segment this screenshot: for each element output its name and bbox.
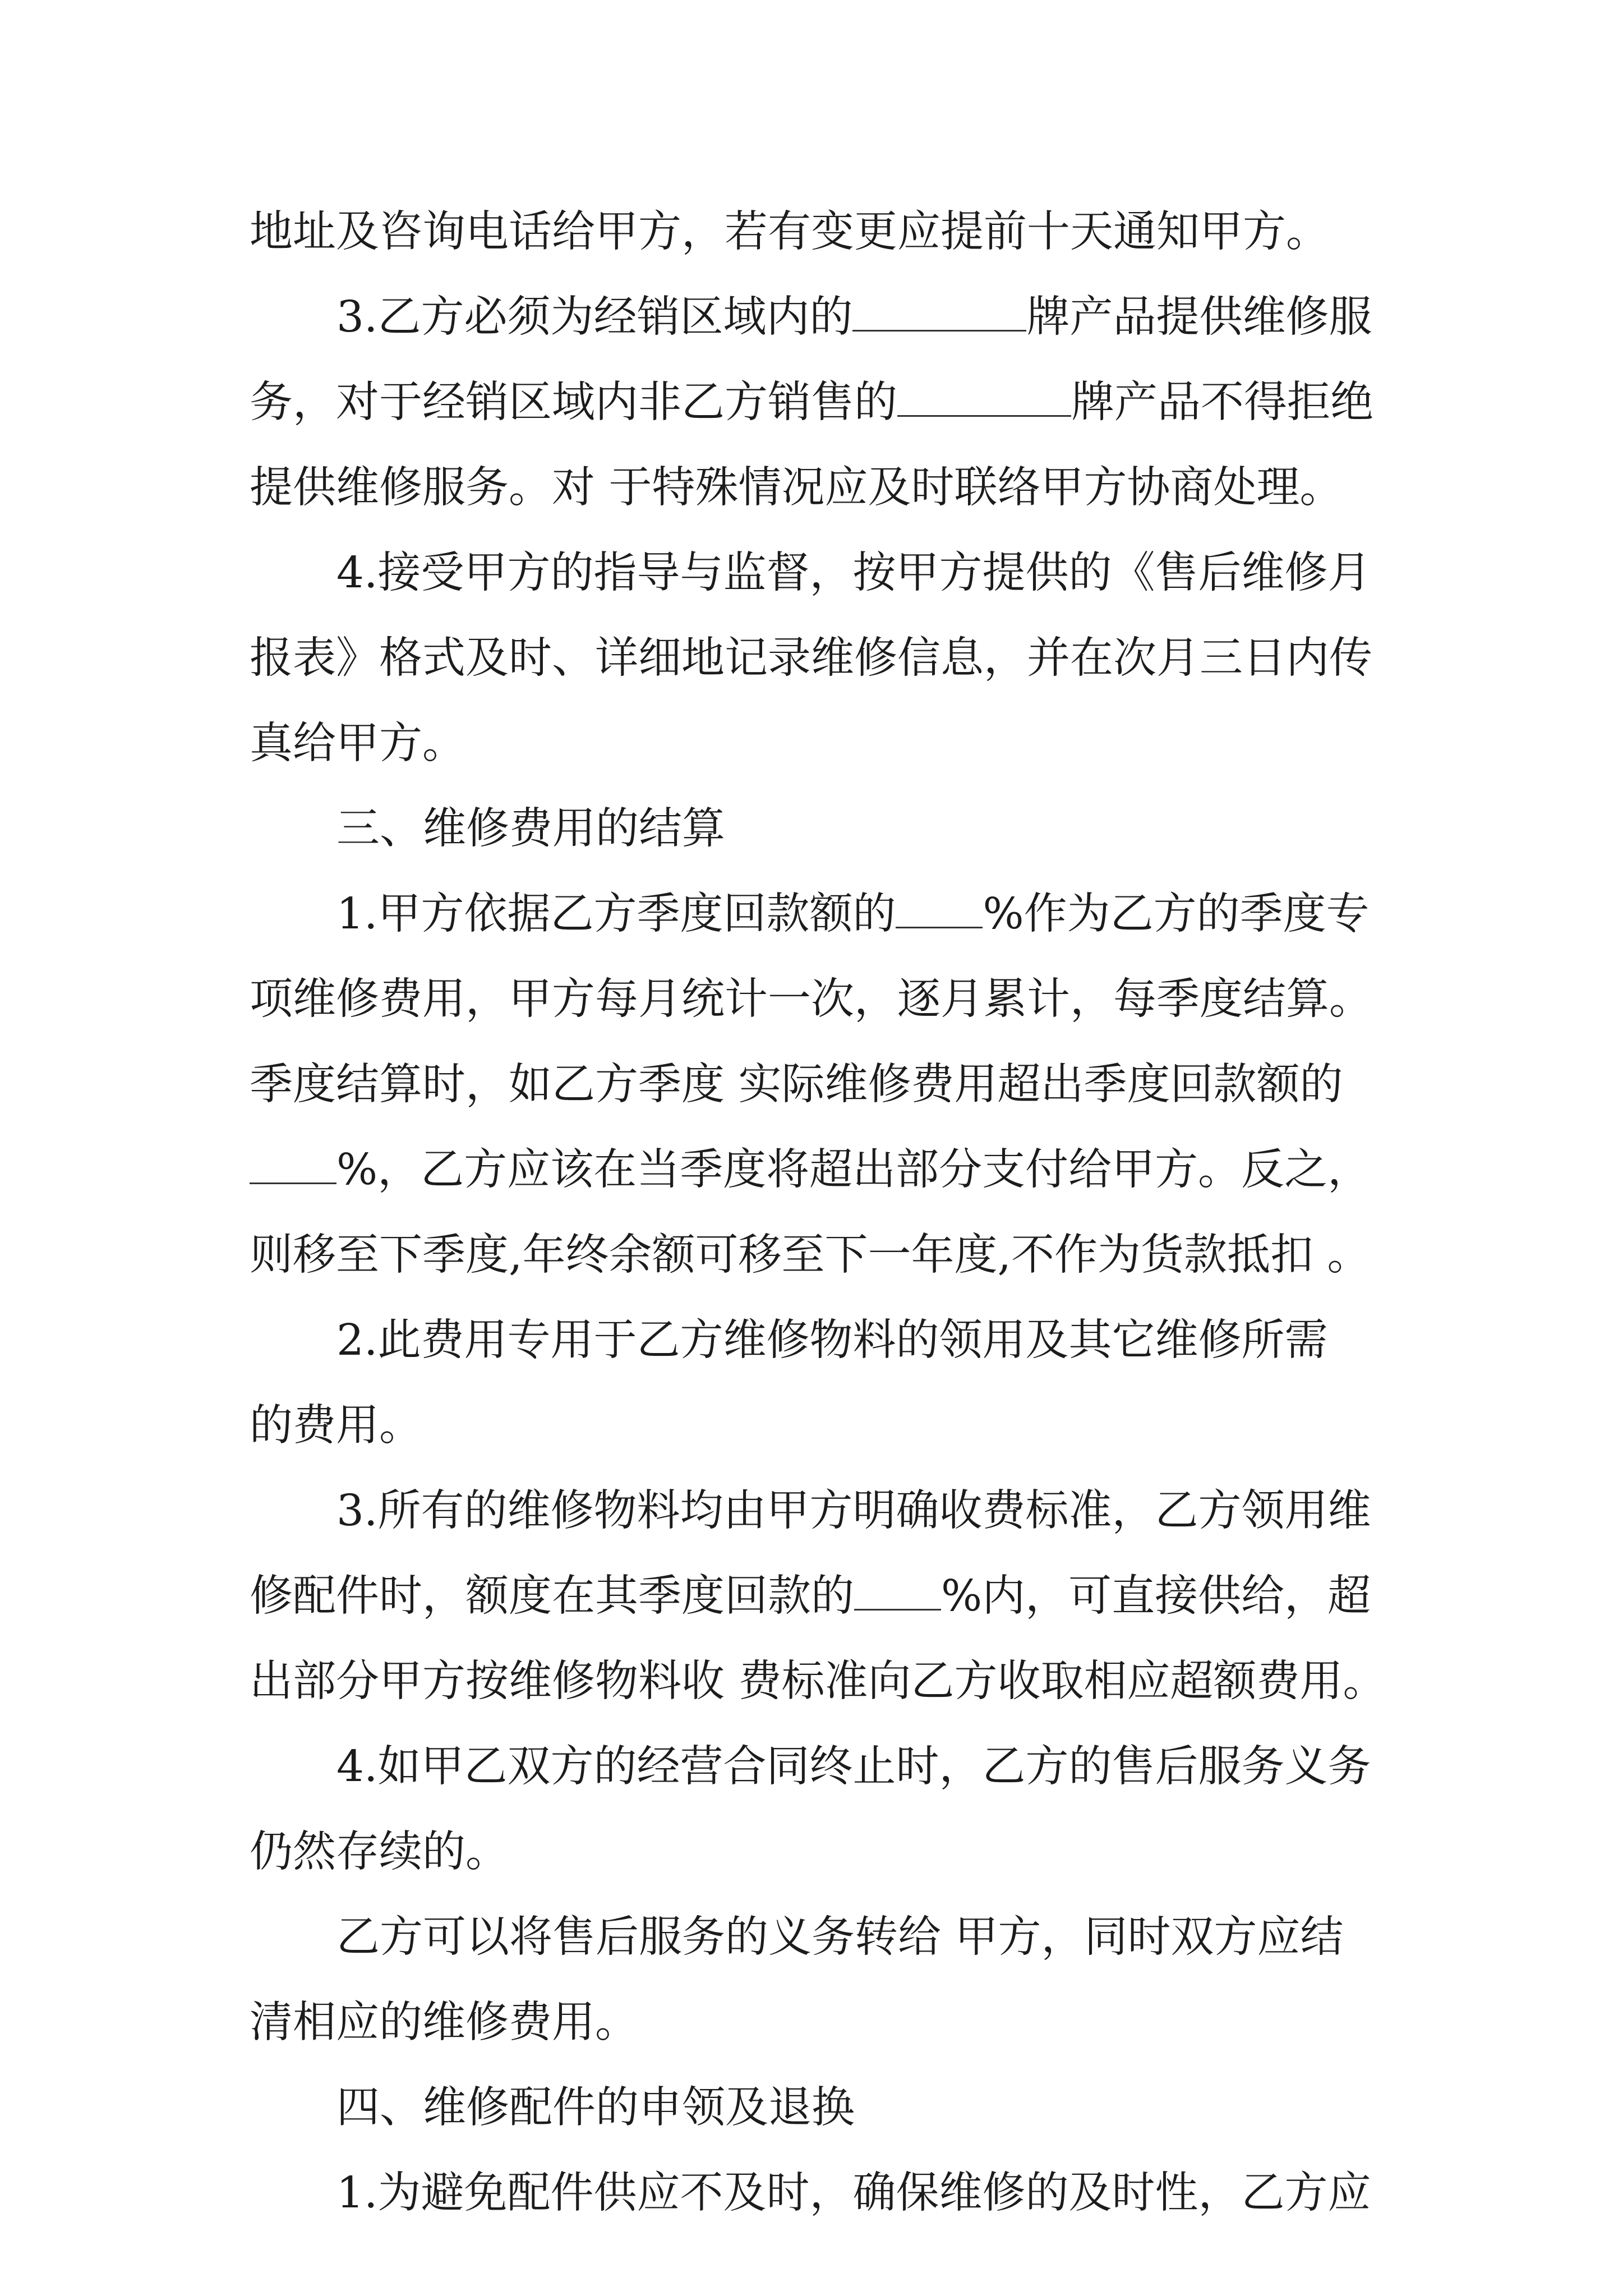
text-line: 项维修费用，甲方每月统计一次，逐月累计，每季度结算。 xyxy=(250,974,1372,1024)
text-line: 乙方可以将售后服务的义务转给 甲方，同时双方应结 xyxy=(336,1912,1344,1962)
fill-in-blank xyxy=(854,1568,941,1611)
text-line: 4.如甲乙双方的经营合同终止时，乙方的售后服务义务 xyxy=(336,1742,1371,1792)
text-line: 2.此费用专用于乙方维修物料的领用及其它维修所需 xyxy=(336,1315,1328,1365)
text-line: 季度结算时，如乙方季度 实际维修费用超出季度回款额的 xyxy=(250,1060,1343,1110)
text-line: 仍然存续的。 xyxy=(250,1827,509,1877)
text-line: 提供维修服务。对 于特殊情况应及时联络甲方协商处理。 xyxy=(250,463,1343,513)
section-heading: 三、维修费用的结算 xyxy=(336,804,725,854)
text-line: 出部分甲方按维修物料收 费标准向乙方收取相应超额费用。 xyxy=(250,1657,1386,1706)
text-line: %，乙方应该在当季度将超出部分支付给甲方。反之， xyxy=(250,1131,1371,1209)
text-line: 1.甲方依据乙方季度回款额的 %作为乙方的季度专 xyxy=(336,875,1370,954)
text-line: 务，对于经销区域内非乙方销售的 牌产品不得拒绝 xyxy=(250,364,1373,442)
fill-in-blank xyxy=(250,1142,336,1184)
text-line: 清相应的维修费用。 xyxy=(250,1998,638,2047)
section-heading: 四、维修配件的申领及退换 xyxy=(336,2083,855,2133)
fill-in-blank xyxy=(896,886,983,928)
text-line: 则移至下季度,年终余额可移至下一年度,不作为货款抵扣 。 xyxy=(250,1230,1371,1280)
fill-in-blank xyxy=(897,374,1071,417)
text-line: 的费用。 xyxy=(250,1401,422,1451)
text-line: 修配件时，额度在其季度回款的 %内，可直接供给，超 xyxy=(250,1557,1371,1636)
text-line: 4.接受甲方的指导与监督，按甲方提供的《售后维修月 xyxy=(336,548,1371,598)
text-line: 报表》格式及时、详细地记录维修信息，并在次月三日内传 xyxy=(250,633,1372,683)
text-line: 地址及咨询电话给甲方，若有变更应提前十天通知甲方。 xyxy=(250,207,1329,257)
fill-in-blank xyxy=(852,289,1026,332)
text-line: 3.乙方必须为经销区域内的 牌产品提供维修服 xyxy=(336,278,1372,357)
text-line: 真给甲方。 xyxy=(250,719,465,769)
text-line: 3.所有的维修物料均由甲方明确收费标准，乙方领用维 xyxy=(336,1486,1371,1536)
text-line: 1.为避免配件供应不及时，确保维修的及时性，乙方应 xyxy=(336,2168,1371,2218)
